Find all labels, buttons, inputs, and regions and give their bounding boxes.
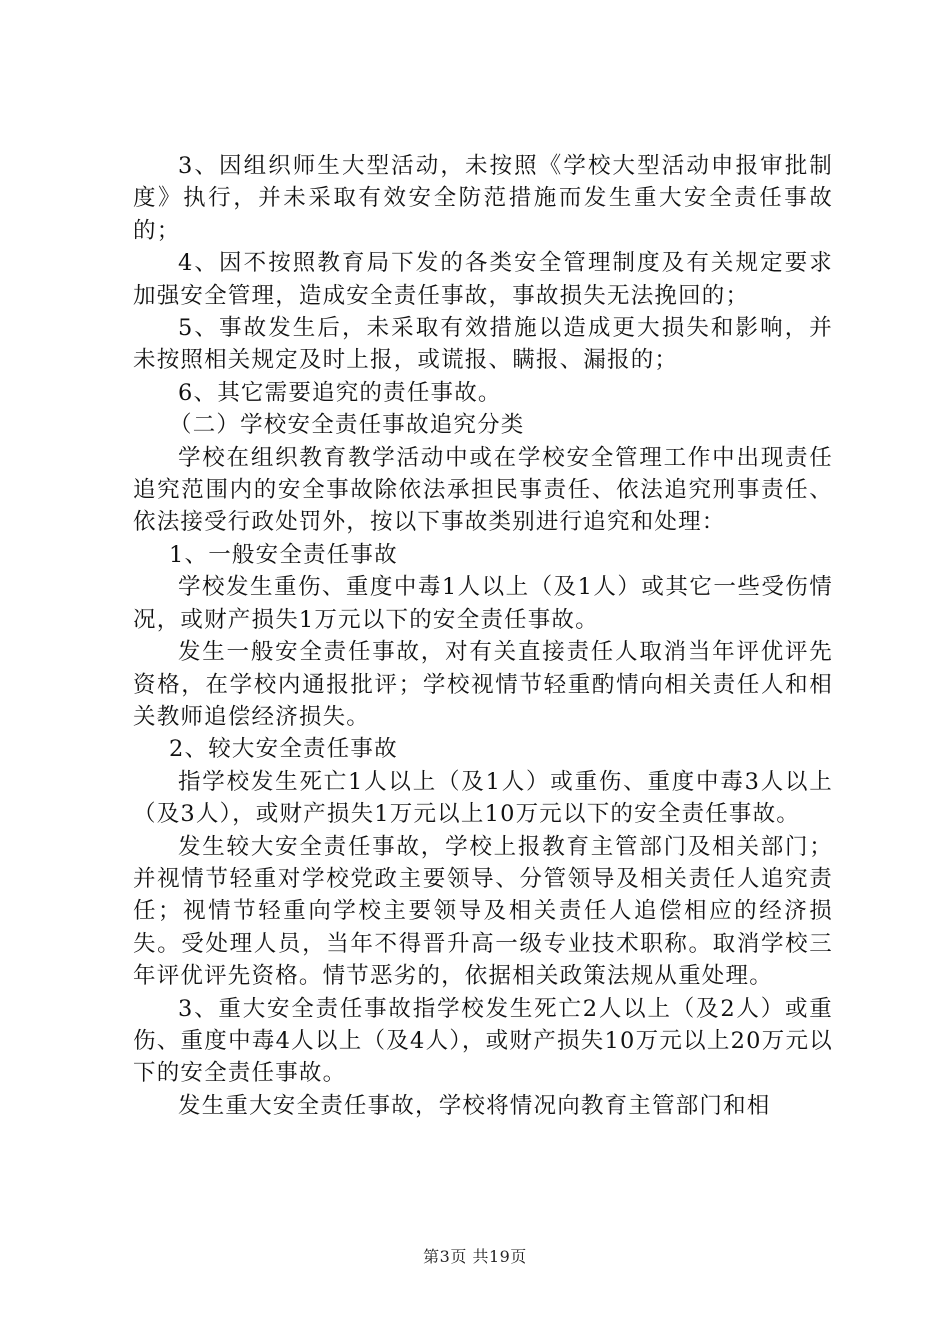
paragraph-item-6: 6、其它需要追究的责任事故。 [178, 379, 502, 406]
document-body [133, 150, 833, 1122]
subheading-major-accident: 2、较大安全责任事故 [169, 736, 398, 763]
subheading-general-accident: 1、一般安全责任事故 [169, 541, 398, 568]
paragraph-intro: 学校在组织教育教学活动中或在学校安全管理工作中出现责任追究范围内的安全事故除依法承担民事责任、依法追究刑事责任、依法接受行政处罚外，按以下事故类别进行追究和处理： [133, 444, 833, 536]
paragraph-major-handling: 发生较大安全责任事故，学校上报教育主管部门及相关部门；并视情节轻重对学校党政主要领导、分管领导及相关责任人追究责任；视情节轻重向学校主要领导及相关责任人追偿相应的经济损失。受处理人员，当年不得晋升高一级专业技术职称。取消学校三年评优评先资格。情节恶劣的，依据相关政策法规从重处理。 [133, 833, 833, 990]
paragraph-general-handling: 发生一般安全责任事故，对有关直接责任人取消当年评优评先资格，在学校内通报批评；学校视情节轻重酌情向相关责任人和相关教师追偿经济损失。 [133, 639, 833, 730]
paragraph-item-3: 3、因组织师生大型活动，未按照《学校大型活动申报审批制度》执行，并未采取有效安全防范措施而发生重大安全责任事故的； [133, 153, 833, 244]
paragraph-serious-definition: 3、重大安全责任事故指学校发生死亡2人以上（及2人）或重伤、重度中毒4人以上（及4人），或财产损失10万元以上20万元以下的安全责任事故。 [133, 995, 833, 1087]
page-number: 第3页 共19页 [423, 1247, 527, 1266]
paragraph-major-definition: 指学校发生死亡1人以上（及1人）或重伤、重度中毒3人以上（及3人），或财产损失1万元以上10万元以下的安全责任事故。 [133, 768, 833, 828]
paragraph-item-5: 5、事故发生后，未采取有效措施以造成更大损失和影响，并未按照相关规定及时上报，或谎报、瞒报、漏报的； [133, 315, 833, 374]
section-heading-2: （二）学校安全责任事故追究分类 [169, 412, 525, 439]
paragraph-serious-handling: 发生重大安全责任事故，学校将情况向教育主管部门和相 [178, 1092, 771, 1119]
paragraph-general-definition: 学校发生重伤、重度中毒1人以上（及1人）或其它一些受伤情况，或财产损失1万元以下的安全责任事故。 [133, 574, 833, 633]
paragraph-item-4: 4、因不按照教育局下发的各类安全管理制度及有关规定要求加强安全管理，造成安全责任事故，事故损失无法挽回的； [133, 250, 833, 309]
